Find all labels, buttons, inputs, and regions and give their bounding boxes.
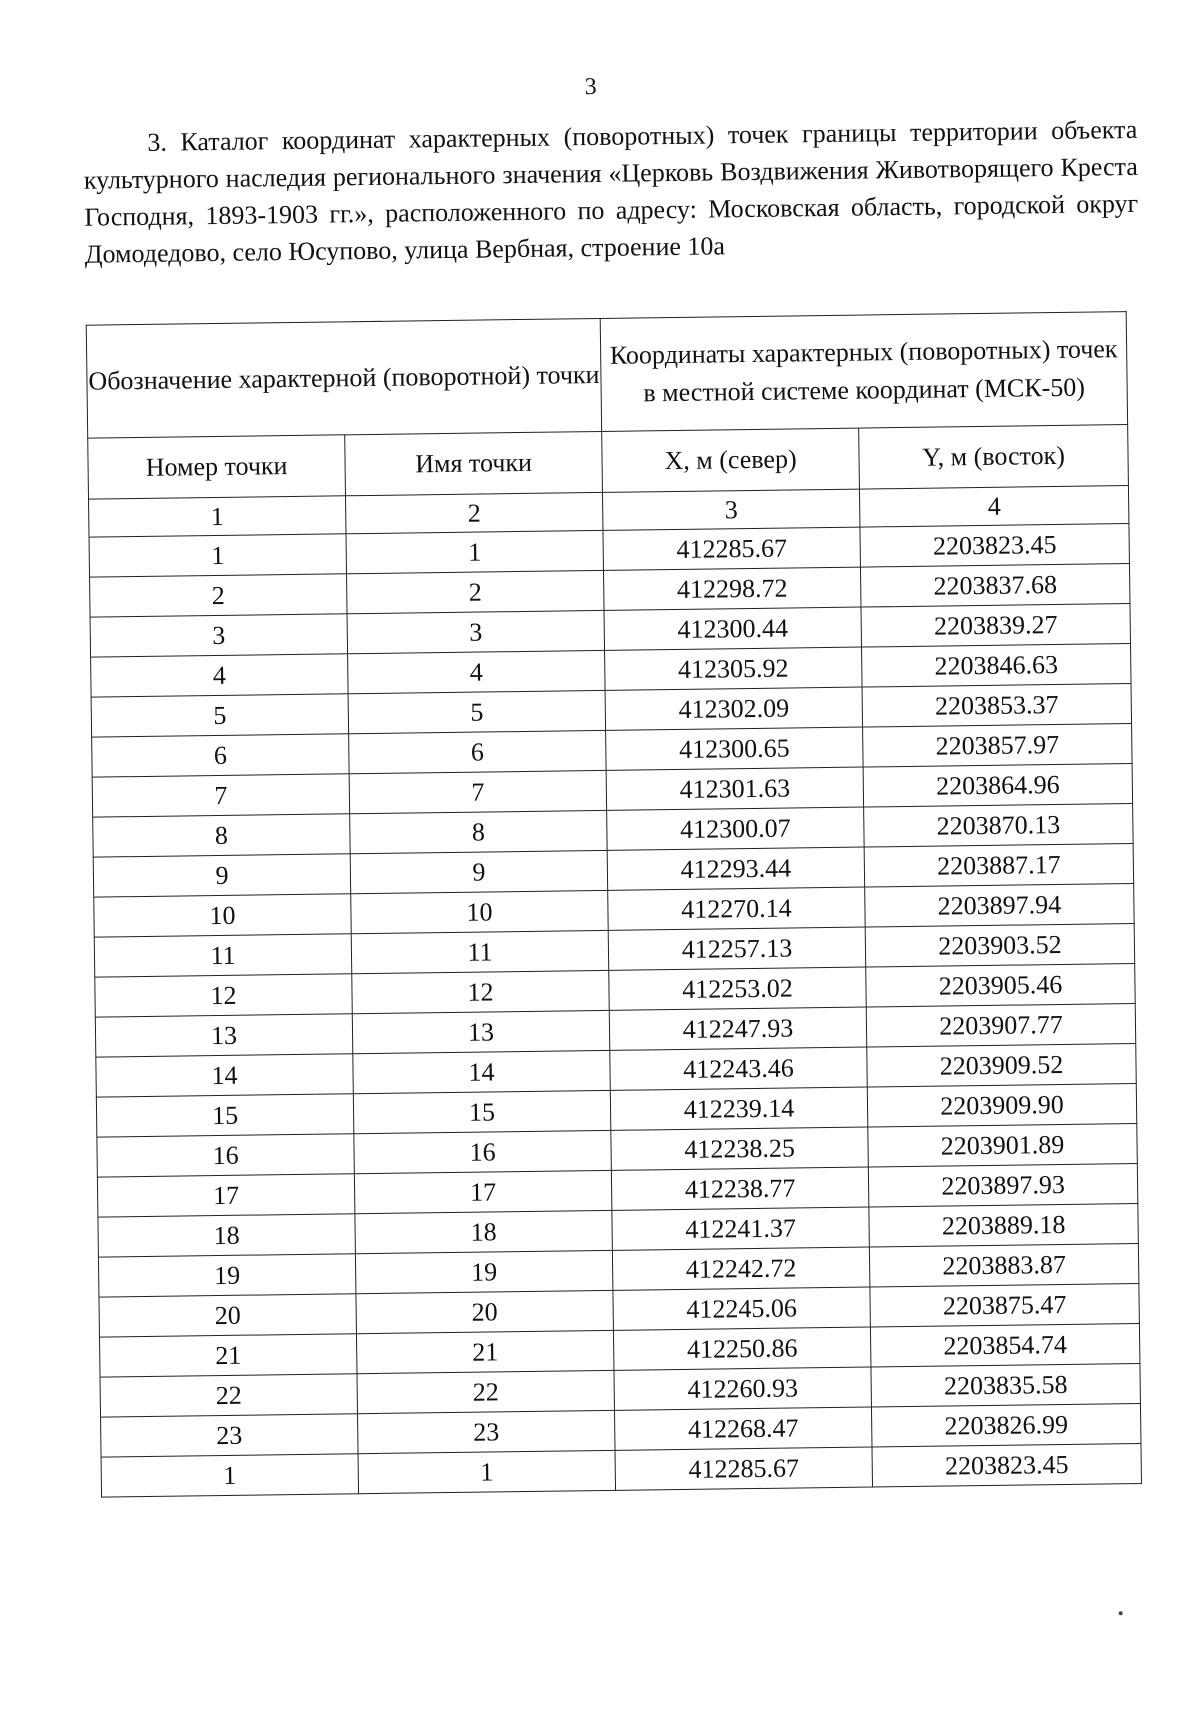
point-number-cell: 1 [101,1454,359,1497]
x-coordinate-cell: 412239.14 [610,1087,868,1130]
x-north-header: X, м (север) [602,428,860,492]
y-coordinate-cell: 2203901.89 [868,1124,1138,1168]
section-heading: 3. Каталог координат характерных (поворотных) точек границы территории объекта культурного наследия регионального значения «Церковь Воздвижения Животворящего Креста Господня, 1893-1903 гг.», расположенного по адресу: Московская область, городской округ Домодедово, село Юсупово, улица Вербная, строение 10а [83,114,1139,269]
y-coordinate-cell: 2203897.93 [868,1163,1138,1207]
point-name-cell: 8 [350,810,608,853]
y-coordinate-cell: 2203905.46 [866,964,1136,1008]
x-coordinate-cell: 412302.09 [605,687,863,730]
point-name-cell: 16 [354,1130,612,1173]
point-name-cell: 13 [352,1010,610,1053]
point-name-cell: 12 [352,970,610,1013]
x-coordinate-cell: 412298.72 [604,567,862,610]
x-coordinate-cell: 412243.46 [610,1047,868,1090]
x-coordinate-cell: 412293.44 [607,847,865,890]
point-name-header: Имя точки [345,431,603,495]
y-coordinate-cell: 2203835.58 [871,1363,1141,1407]
point-name-cell: 17 [354,1170,612,1213]
point-name-cell: 21 [356,1330,614,1373]
point-name-cell: 5 [348,690,606,733]
point-number-cell: 8 [93,814,351,857]
point-number-cell: 11 [94,934,352,977]
x-coordinate-cell: 412285.67 [615,1447,873,1490]
x-coordinate-cell: 412242.72 [612,1247,870,1290]
x-coordinate-cell: 412305.92 [605,647,863,690]
y-coordinate-cell: 2203875.47 [870,1283,1140,1327]
point-name-cell: 18 [355,1210,613,1253]
x-coordinate-cell: 412241.37 [612,1207,870,1250]
y-east-header: Y, м (восток) [859,425,1129,490]
x-coordinate-cell: 412253.02 [609,967,867,1010]
point-name-cell: 4 [348,650,606,693]
point-number-cell: 23 [101,1414,359,1457]
y-coordinate-cell: 2203870.13 [864,804,1134,848]
y-coordinate-cell: 2203853.37 [862,684,1132,728]
point-number-cell: 4 [91,654,349,697]
point-number-cell: 22 [100,1374,358,1417]
y-coordinate-cell: 2203857.97 [863,724,1133,768]
point-name-cell: 11 [351,930,609,973]
x-coordinate-cell: 412301.63 [606,767,864,810]
point-number-cell: 14 [96,1054,354,1097]
x-coordinate-cell: 412260.93 [614,1367,872,1410]
point-name-cell: 15 [353,1090,611,1133]
y-coordinate-cell: 2203864.96 [863,764,1133,808]
point-name-cell: 19 [355,1250,613,1293]
point-name-cell: 10 [351,890,609,933]
point-name-cell: 7 [349,770,607,813]
point-name-cell: 2 [347,570,605,613]
x-coordinate-cell: 412250.86 [613,1327,871,1370]
point-name-cell: 3 [347,610,605,653]
point-number-cell: 17 [97,1174,355,1217]
x-coordinate-cell: 412245.06 [613,1287,871,1330]
x-coordinate-cell: 412247.93 [609,1007,867,1050]
y-coordinate-cell: 2203889.18 [869,1203,1139,1247]
y-coordinate-cell: 2203826.99 [871,1403,1141,1447]
point-number-header: Номер точки [88,435,346,499]
point-number-cell: 18 [98,1214,356,1257]
table-group-header-row [86,312,1127,439]
x-coordinate-cell: 412238.77 [611,1167,869,1210]
point-number-cell: 21 [99,1334,357,1377]
coordinates-group-header: Координаты характерных (поворотных) точек в местной системе координат (МСК-50) [600,312,1127,432]
point-number-cell: 20 [99,1294,357,1337]
point-name-cell: 22 [357,1370,615,1413]
point-number-cell: 9 [93,854,351,897]
point-number-cell: 3 [90,614,348,657]
point-number-cell: 19 [98,1254,356,1297]
point-name-cell: 23 [358,1410,616,1453]
y-coordinate-cell: 2203887.17 [864,844,1134,888]
point-number-cell: 5 [91,694,349,737]
x-coordinate-cell: 412238.25 [611,1127,869,1170]
y-coordinate-cell: 2203883.87 [869,1243,1139,1287]
column-index: 2 [345,492,602,533]
x-coordinate-cell: 412270.14 [608,887,866,930]
x-coordinate-cell: 412268.47 [615,1407,873,1450]
y-coordinate-cell: 2203903.52 [865,924,1135,968]
y-coordinate-cell: 2203837.68 [860,564,1130,608]
point-name-cell: 14 [353,1050,611,1093]
y-coordinate-cell: 2203909.90 [867,1084,1137,1128]
y-coordinate-cell: 2203839.27 [861,604,1131,648]
point-number-cell: 16 [97,1134,355,1177]
page-number: 3 [584,73,597,101]
point-number-cell: 2 [90,574,348,617]
point-number-cell: 1 [89,534,347,577]
x-coordinate-cell: 412285.67 [603,527,861,570]
point-number-cell: 10 [94,894,352,937]
x-coordinate-cell: 412300.44 [604,607,862,650]
point-name-cell: 9 [350,850,608,893]
point-number-cell: 7 [92,774,350,817]
point-number-cell: 12 [95,974,353,1017]
column-index: 4 [859,486,1128,528]
y-coordinate-cell: 2203909.52 [867,1044,1137,1088]
point-number-cell: 6 [92,734,350,777]
column-index: 1 [89,496,346,537]
x-coordinate-cell: 412300.65 [606,727,864,770]
y-coordinate-cell: 2203846.63 [862,644,1132,688]
point-name-cell: 6 [349,730,607,773]
point-number-cell: 13 [95,1014,353,1057]
coordinates-table [86,311,1142,1498]
point-name-cell: 1 [346,530,604,573]
x-coordinate-cell: 412300.07 [607,807,865,850]
point-name-cell: 1 [358,1450,616,1493]
y-coordinate-cell: 2203897.94 [865,884,1135,928]
designation-group-header: Обозначение характерной (поворотной) точки [86,318,601,438]
y-coordinate-cell: 2203823.45 [872,1443,1142,1487]
column-index: 3 [602,489,859,530]
y-coordinate-cell: 2203823.45 [860,524,1130,568]
point-name-cell: 20 [356,1290,614,1333]
y-coordinate-cell: 2203907.77 [866,1004,1136,1048]
scan-speck [1119,1611,1123,1615]
point-number-cell: 15 [96,1094,354,1137]
x-coordinate-cell: 412257.13 [608,927,866,970]
y-coordinate-cell: 2203854.74 [870,1323,1140,1367]
